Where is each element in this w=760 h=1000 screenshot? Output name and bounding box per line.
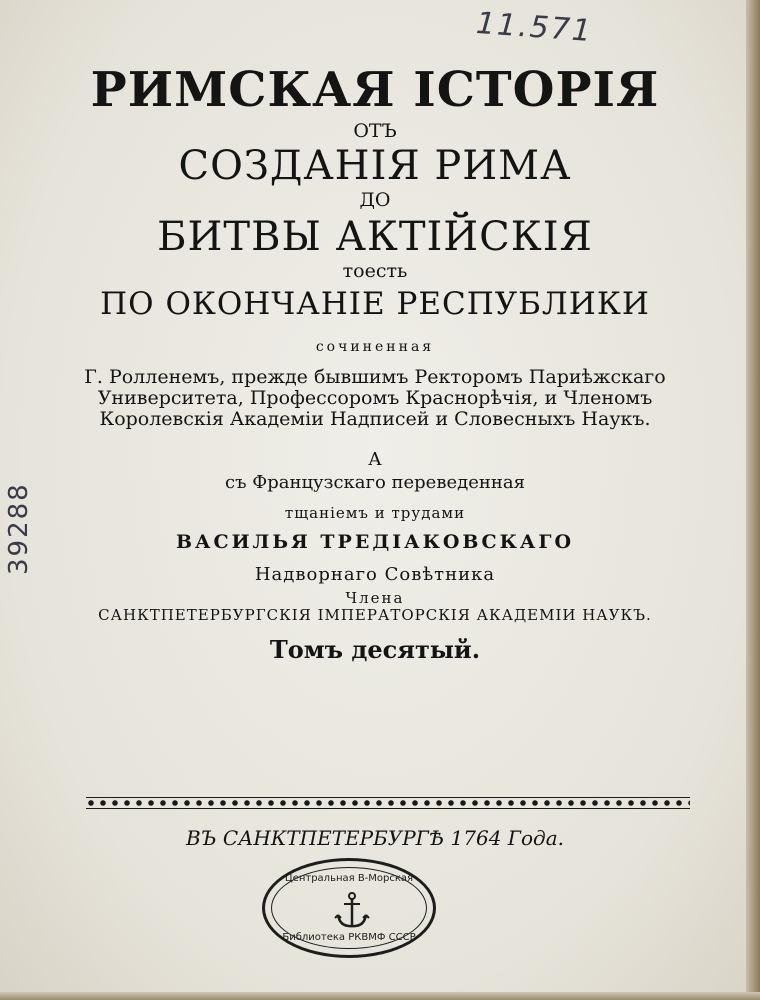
- stamp-bottom-text: Библиотека РКВМФ СССР: [282, 932, 416, 943]
- imprint-line: ВЪ САНКТПЕТЕРБУРГѢ 1764 Года.: [185, 826, 565, 850]
- academy-name: САНКТПЕТЕРБУРГСКІЯ ІМПЕРАТОРСКІЯ АКАДЕМІИ НАУКЪ.: [98, 605, 652, 624]
- title-block: [60, 64, 690, 664]
- library-stamp: [262, 858, 436, 958]
- translator-rank: Надворнаго Совѣтника: [254, 563, 496, 585]
- translated-from-french: съ Французскаго переведенная: [225, 472, 525, 494]
- author-line: Г. Ролленемъ, прежде бывшимъ Ректоромъ Париѣжскаго: [84, 365, 666, 388]
- effort-line: тщаніемъ и трудами: [284, 504, 466, 523]
- title-creation-of-rome: СОЗДАНІЯ РИМА: [178, 142, 572, 189]
- stamp-top-text: Центральная В-Морская: [284, 873, 414, 884]
- member-label: Члена: [345, 589, 405, 608]
- conjunction-a: А: [368, 448, 382, 470]
- translator-name: ВАСИЛЬЯ ТРЕДІАКОВСКАГО: [175, 530, 575, 553]
- anchor-icon: [332, 891, 372, 931]
- title-connector-from: ОТЪ: [353, 119, 397, 142]
- title-connector-to: ДО: [359, 188, 391, 211]
- title-end-of-republic: ПО ОКОНЧАНІЕ РЕСПУБЛИКИ: [100, 286, 650, 323]
- handwritten-inventory-number: 39288: [4, 482, 34, 575]
- author-line: Университета, Профессоромъ Краснорѣчія, и Членомъ: [97, 386, 653, 409]
- page-edge-right: [746, 0, 760, 1000]
- title-connector-that-is: тоесть: [342, 259, 408, 282]
- composed-label: сочиненная: [315, 338, 435, 355]
- author-line: Королевскія Академіи Надписей и Словесныхъ Наукъ.: [99, 407, 651, 430]
- ornamental-rule: [86, 798, 690, 808]
- author-statement: [60, 367, 690, 430]
- page-edge-bottom: [0, 992, 760, 1000]
- title-battle-of-actium: БИТВЫ АКТІЙСКІЯ: [157, 213, 593, 260]
- handwritten-shelfmark: 11.571: [474, 5, 595, 50]
- volume-number: Томъ десятый.: [269, 635, 481, 665]
- main-title: РИМСКАЯ ІСТОРІЯ: [90, 62, 660, 118]
